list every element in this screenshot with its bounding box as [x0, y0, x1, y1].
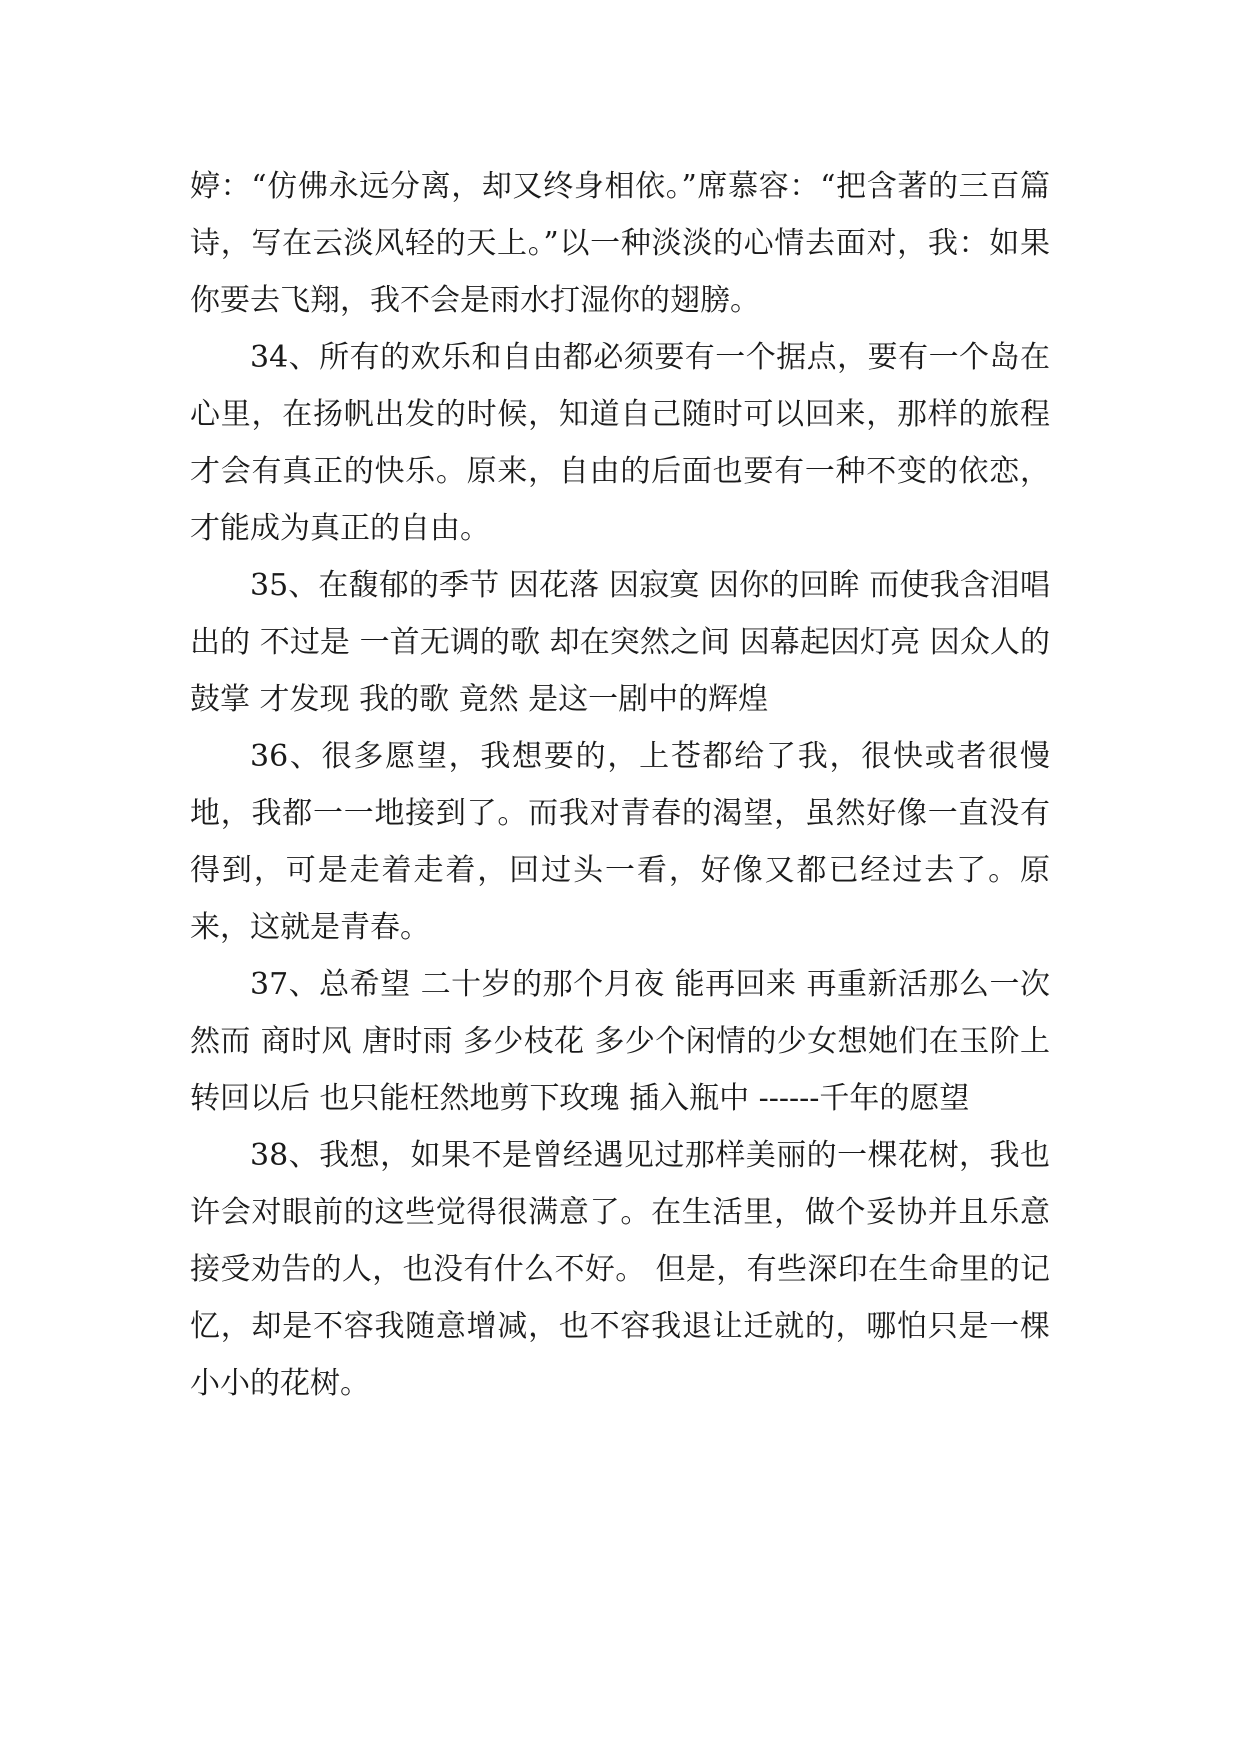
paragraph-34: 34、所有的欢乐和自由都必须要有一个据点，要有一个岛在心里，在扬帆出发的时候，知道自己随时可以回来，那样的旅程才会有真正的快乐。原来，自由的后面也要有一种不变的依恋，才能成为真正的自由。	[190, 340, 1050, 546]
paragraph-36: 36、很多愿望，我想要的，上苍都给了我，很快或者很慢地，我都一一地接到了。而我对青春的渴望，虽然好像一直没有得到，可是走着走着，回过头一看，好像又都已经过去了。原来，这就是青春。	[190, 739, 1050, 945]
paragraph-continuation: 婷：“仿佛永远分离，却又终身相依。”席慕容：“把含著的三百篇诗，写在云淡风轻的天上。”以一种淡淡的心情去面对，我：如果你要去飞翔，我不会是雨水打湿你的翅膀。	[190, 169, 1050, 318]
paragraph-35: 35、在馥郁的季节 因花落 因寂寞 因你的回眸 而使我含泪唱出的 不过是 一首无调的歌 却在突然之间 因幕起因灯亮 因众人的鼓掌 才发现 我的歌 竟然 是这一剧中的辉煌	[190, 568, 1050, 717]
paragraph-37: 37、总希望 二十岁的那个月夜 能再回来 再重新活那么一次 然而 商时风 唐时雨 多少枝花 多少个闲情的少女想她们在玉阶上转回以后 也只能枉然地剪下玫瑰 插入瓶中 ------千年的愿望	[190, 967, 1050, 1116]
paragraph-38: 38、我想，如果不是曾经遇见过那样美丽的一棵花树，我也许会对眼前的这些觉得很满意了。在生活里，做个妥协并且乐意接受劝告的人，也没有什么不好。 但是，有些深印在生命里的记忆，却是不容我随意增减，也不容我退让迁就的，哪怕只是一棵小小的花树。	[190, 1138, 1050, 1401]
document-body	[190, 158, 1050, 1412]
